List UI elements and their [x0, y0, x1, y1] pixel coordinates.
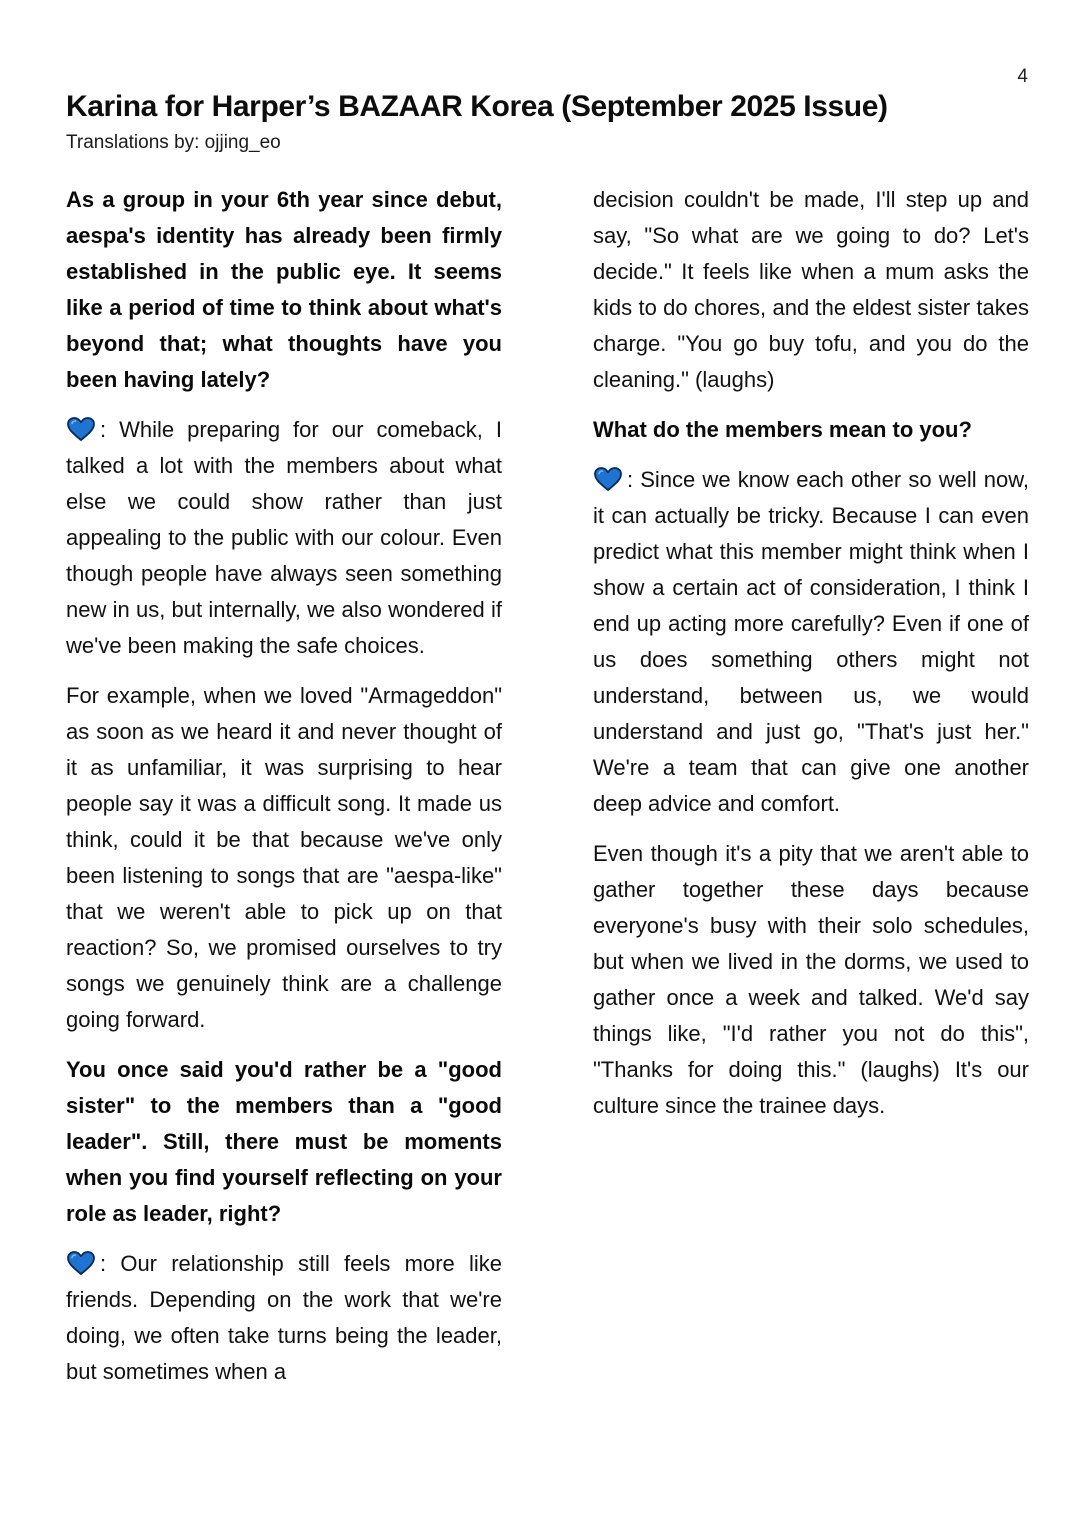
- answer-2-paragraph-1: [66, 1246, 502, 1390]
- answer-3-paragraph-1: [593, 462, 1029, 822]
- blue-heart-icon: [593, 466, 623, 492]
- page-number: 4: [1017, 66, 1028, 87]
- question-3: What do the members mean to you?: [593, 417, 972, 442]
- answer-2-text: : Our relationship still feels more like friends. Depending on the work that we're doing, we often take turns being the leader, but sometimes when a: [66, 1251, 502, 1384]
- answer-1-paragraph-2: For example, when we loved "Armageddon" as soon as we heard it and never thought of it as unfamiliar, it was surprising to hear people say it was a difficult song. It made us think, could it be that because we've only been listening to songs that are "aespa-like" that we weren't able to pick up on that reaction? So, we promised ourselves to try songs we genuinely think are a challenge going forward.: [66, 683, 502, 1032]
- answer-3-paragraph-2: Even though it's a pity that we aren't able to gather together these days because everyone's busy with their solo schedules, but when we lived in the dorms, we used to gather once a week and talked. We'd say things like, "I'd rather you not do this", "Thanks for doing this." (laughs) It's our culture since the trainee days.: [593, 841, 1029, 1118]
- right-column: [593, 182, 1029, 1138]
- answer-1-paragraph-1: [66, 412, 502, 664]
- answer-1-text: : While preparing for our comeback, I talked a lot with the members about what else we could show rather than just appealing to the public with our colour. Even though people have always seen something new in us, but internally, we also wondered if we've been making the safe choices.: [66, 417, 502, 658]
- translator-credit: Translations by: ojjing_eo: [66, 132, 281, 153]
- answer-3-text: : Since we know each other so well now, it can actually be tricky. Because I can even predict what this member might think when I show a certain act of consideration, I think I end up acting more carefully? Even if one of us does something others might not understand, between us, we would understand and just go, "That's just her." We're a team that can give one another deep advice and comfort.: [593, 467, 1029, 816]
- blue-heart-icon: [66, 1250, 96, 1276]
- question-2: You once said you'd rather be a "good sister" to the members than a "good leader". Still, there must be moments when you find yourself reflecting on your role as leader, right?: [66, 1057, 502, 1226]
- page-title: Karina for Harper’s BAZAAR Korea (September 2025 Issue): [66, 90, 888, 123]
- left-column: [66, 182, 502, 1404]
- question-1: As a group in your 6th year since debut, aespa's identity has already been firmly established in the public eye. It seems like a period of time to think about what's beyond that; what thoughts have you been having lately?: [66, 187, 502, 392]
- answer-2-continued: decision couldn't be made, I'll step up and say, "So what are we going to do? Let's decide." It feels like when a mum asks the kids to do chores, and the eldest sister takes charge. "You go buy tofu, and you do the cleaning." (laughs): [593, 187, 1029, 392]
- blue-heart-icon: [66, 416, 96, 442]
